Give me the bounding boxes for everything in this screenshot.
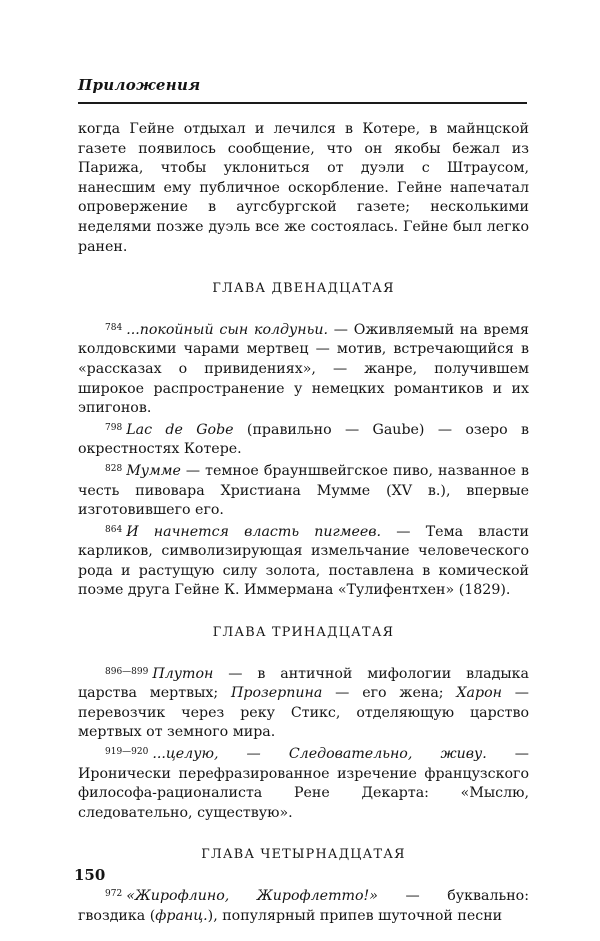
note-text: — буквально: гвоздика ( [78, 888, 529, 924]
note-term: Плутон [152, 665, 214, 682]
note-784 [78, 319, 529, 419]
note-828 [78, 460, 529, 521]
chapter-13-heading: ГЛАВА ТРИНАДЦАТАЯ [212, 625, 395, 641]
header-rule [78, 102, 527, 104]
note-text-2: — его жена; [322, 685, 457, 702]
note-text: — Иронически перефразированное изречение французского философа-рационалиста Рене Декарта: «Мыслю, следовательно, существую». [78, 746, 529, 821]
note-864 [78, 521, 529, 601]
note-term: И начнется власть пигмеев. [126, 523, 382, 540]
note-text-3: — перевозчик через реку Стикс, отделяющую царство мертвых от земного мира. [78, 685, 529, 741]
running-header: Приложения [78, 76, 201, 94]
note-text: — Оживляемый на время колдовскими чарами мертвец — мотив, встречающийся в «рассказах о привидениях», — жанре, получившем широкое распространение у немецких романтиков и их эпигонов. [78, 321, 529, 417]
chapter-12-heading: ГЛАВА ДВЕНАДЦАТАЯ [212, 281, 395, 297]
note-text-2: ), популярный припев шуточной песни [207, 907, 503, 924]
note-798 [78, 419, 529, 460]
note-number: 784 [105, 322, 123, 333]
note-term: «Жирофлино, Жирофлетто!» [126, 888, 378, 904]
note-term: Мумме [126, 462, 181, 479]
note-term-2: Прозерпина [231, 685, 323, 702]
note-number: 798 [105, 422, 123, 433]
note-text: — Тема власти карликов, символизирующая измельчание человеческого рода и растущую силу золота, поставлена в комической поэме друга Гейне К. Иммермана «Тулифентхен» (1829). [78, 523, 529, 599]
note-term-2: франц. [155, 907, 208, 924]
note-text: (правильно — Gaube) — озеро в окрестностях Котере. [78, 421, 529, 458]
chapter-14-heading: ГЛАВА ЧЕТЫРНАДЦАТАЯ [201, 847, 406, 863]
note-number: 919—920 [105, 747, 149, 758]
note-term: ...целую, — Следовательно, живу. [152, 746, 487, 763]
note-896-899 [78, 663, 529, 743]
text-body [78, 120, 529, 926]
note-number: 972 [105, 889, 123, 899]
note-number: 828 [105, 463, 123, 474]
note-972 [78, 885, 529, 926]
note-text: — темное брауншвейгское пиво, названное в честь пивовара Христиана Мумме (XV в.), впервые изготовившего его. [78, 462, 529, 519]
note-919-920 [78, 743, 529, 823]
note-text: — в античной мифологии владыка царства мертвых; [78, 665, 529, 702]
note-term: Lac de Gobe [126, 421, 234, 438]
intro-paragraph: когда Гейне отдыхал и лечился в Котере, в майнцской газете появилось сообщение, что он якобы бежал из Парижа, чтобы уклониться от дуэли с Штраусом, нанесшим ему публичное оскорбление. Гейне напечатал опровержение в аугсбургской газете; несколькими неделями позже дуэль все же состоялась. Гейне был легко ранен. [78, 121, 529, 255]
note-number: 864 [105, 524, 123, 535]
note-number: 896—899 [105, 666, 149, 677]
note-term: ...покойный сын колдуньи. [126, 321, 328, 338]
note-term-3: Харон [456, 685, 502, 702]
page-number: 150 [74, 866, 106, 884]
